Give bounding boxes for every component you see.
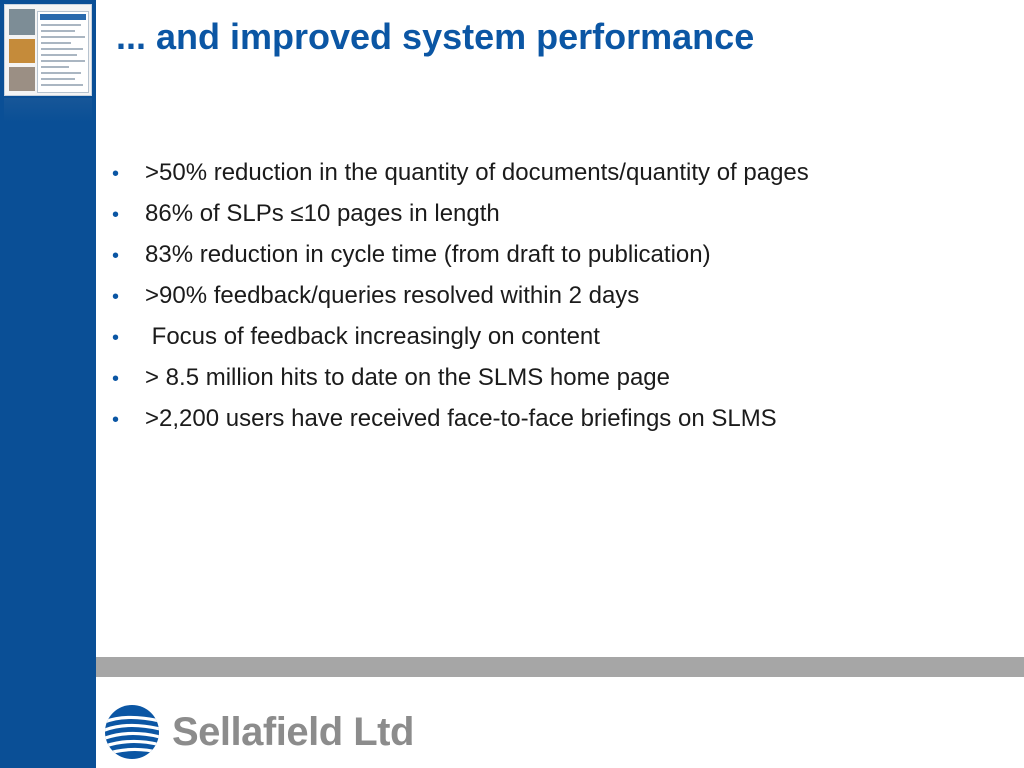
bullet-item: • Focus of feedback increasingly on content: [112, 316, 992, 357]
bullet-item: • >50% reduction in the quantity of documents/quantity of pages: [112, 152, 992, 193]
bullet-dot-icon: •: [112, 409, 120, 431]
bullet-item: • > 8.5 million hits to date on the SLMS home page: [112, 357, 992, 398]
bullet-item: • 86% of SLPs ≤10 pages in length: [112, 193, 992, 234]
bullet-item: • >2,200 users have received face-to-face briefings on SLMS: [112, 398, 992, 439]
sellafield-globe-icon: [104, 704, 160, 760]
slide-title: ... and improved system performance: [116, 16, 755, 57]
sellafield-logo: [104, 702, 414, 762]
bullet-dot-icon: •: [112, 245, 120, 267]
bullet-dot-icon: •: [112, 204, 120, 226]
bullet-item: • >90% feedback/queries resolved within 2 days: [112, 275, 992, 316]
bullet-dot-icon: •: [112, 286, 120, 308]
bullet-dot-icon: •: [112, 368, 120, 390]
collage-reflection: [4, 98, 92, 122]
bullet-list: [112, 152, 992, 439]
bullet-dot-icon: •: [112, 327, 120, 349]
left-sidebar: [0, 0, 96, 768]
bullet-dot-icon: •: [112, 163, 120, 185]
footer-divider-band: [96, 657, 1024, 677]
bullet-item: • 83% reduction in cycle time (from draft to publication): [112, 234, 992, 275]
logo-wordmark: Sellafield Ltd: [172, 709, 414, 754]
header-collage-image: [4, 4, 92, 96]
